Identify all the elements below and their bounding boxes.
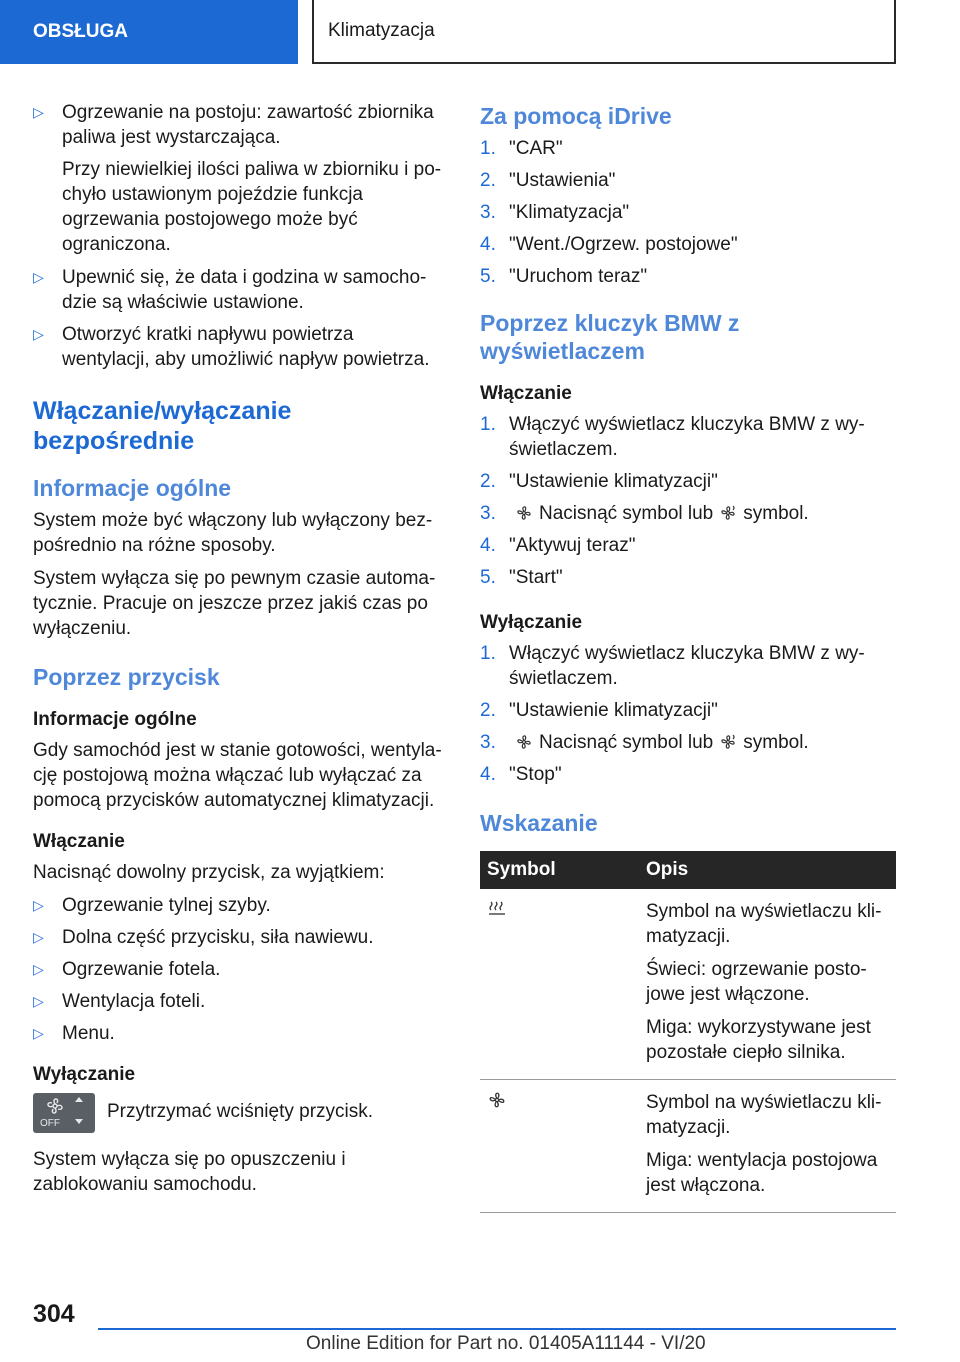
section-tab: OBSŁUGA <box>0 0 298 64</box>
off-text: Przytrzymać wciśnięty przycisk. <box>107 1101 374 1122</box>
fan-off-button-icon <box>33 1093 95 1133</box>
list-item: 4. "Went./Ogrzew. postojowe" <box>480 234 738 255</box>
table-row <box>480 889 896 1080</box>
col-desc-header: Opis <box>639 851 896 889</box>
page-number: 304 <box>33 1300 75 1328</box>
off-instruction <box>33 1093 446 1133</box>
key-on-steps <box>480 412 896 590</box>
left-column <box>33 100 446 1205</box>
fan-icon <box>515 733 533 751</box>
paragraph: Gdy samochód jest w stanie gotowości, wentylację postojową można włączać lub wyłączać za pomocą przycisków automatycznej klimatyzacji. <box>33 740 442 811</box>
triangle-bullet-icon: ▷ <box>33 104 44 120</box>
list-item: 1. Włączyć wyświetlacz kluczyka BMW z wyświetlaczem. <box>480 643 865 689</box>
list-item: ▷ Menu. <box>33 1023 115 1044</box>
footer-divider <box>98 1328 896 1330</box>
heading-idrive: Za pomocą iDrive <box>480 103 672 129</box>
heading-key: Poprzez kluczyk BMW z wyświetlaczem <box>480 310 740 364</box>
list-item: 2. "Ustawienie klimatyzacji" <box>480 471 718 492</box>
list-item: 1. Włączyć wyświetlacz kluczyka BMW z wyświetlaczem. <box>480 414 865 460</box>
edition-note: Online Edition for Part no. 01405A11144 - VI/20 <box>306 1333 706 1354</box>
list-item: ▷ Wentylacja foteli. <box>33 991 206 1012</box>
list-item: 5. "Start" <box>480 567 563 588</box>
list-item: 2. "Ustawienia" <box>480 170 616 191</box>
triangle-bullet-icon: ▷ <box>33 961 44 977</box>
intro-list <box>33 100 446 372</box>
paragraph: System może być włączony lub wyłączony bezpośrednio na różne sposoby. <box>33 510 433 556</box>
triangle-bullet-icon: ▷ <box>33 326 44 342</box>
table-header-row <box>480 851 896 889</box>
fan-icon <box>487 1090 507 1110</box>
list-item: ▷ Upewnić się, że data i godzina w samochodzie są właściwie ustawione. <box>33 267 427 313</box>
heading-button: Poprzez przycisk <box>33 664 220 690</box>
list-item: 3. Nacisnąć symbol lub symbol. <box>480 732 809 753</box>
fan-heat-icon <box>719 733 737 751</box>
key-off-steps <box>480 641 896 787</box>
list-item: ▷ Otworzyć kratki napływu powietrza wentylacji, aby umożliwić napływ powietrza. <box>33 324 430 370</box>
triangle-bullet-icon: ▷ <box>33 269 44 285</box>
desc-line: Miga: wykorzystywane jest pozostałe ciepło silnika. <box>646 1017 871 1063</box>
list-item: 1. "CAR" <box>480 138 563 159</box>
heading-indicator: Wskazanie <box>480 810 598 836</box>
right-column <box>480 100 896 1213</box>
triangle-bullet-icon: ▷ <box>33 897 44 913</box>
desc-line: Symbol na wyświetlaczu klimatyzacji. <box>646 901 882 947</box>
symbol-table <box>480 851 896 1213</box>
list-item: ▷ Ogrzewanie tylnej szyby. <box>33 895 271 916</box>
heading-off: Wyłączanie <box>33 1064 136 1085</box>
desc-line: Symbol na wyświetlaczu klimatyzacji. <box>646 1092 882 1138</box>
triangle-bullet-icon: ▷ <box>33 929 44 945</box>
paragraph: System wyłącza się po pewnym czasie automatycznie. Pracuje on jeszcze przez jakiś czas po wyłączeniu. <box>33 568 436 639</box>
fan-icon <box>515 504 533 522</box>
list-item-note: Przy niewielkiej ilości paliwa w zbiorniku i pochyło ustawionym pojeździe funkcja ogrzewania postojowego może być ograniczona. <box>62 159 442 255</box>
heading-button-general: Informacje ogólne <box>33 709 197 730</box>
exception-list <box>33 893 446 1046</box>
desc-line: Świeci: ogrzewanie postojowe jest włączone. <box>646 959 867 1005</box>
list-item: 4. "Aktywuj teraz" <box>480 535 636 556</box>
col-symbol-header: Symbol <box>480 851 639 889</box>
desc-line: Miga: wentylacja postojowa jest włączona. <box>646 1150 878 1196</box>
heading-direct: Włączanie/wyłączanie bezpośrednie <box>33 397 292 455</box>
heading-on: Włączanie <box>33 831 125 852</box>
triangle-bullet-icon: ▷ <box>33 993 44 1009</box>
list-item: 5. "Uruchom teraz" <box>480 266 648 287</box>
list-item: 3. Nacisnąć symbol lub symbol. <box>480 503 809 524</box>
off-label: OFF <box>40 1118 60 1129</box>
paragraph: System wyłącza się po opuszczeniu i zablokowaniu samochodu. <box>33 1149 346 1195</box>
idrive-steps <box>480 136 896 289</box>
list-item: 3. "Klimatyzacja" <box>480 202 630 223</box>
heading-general: Informacje ogólne <box>33 475 232 501</box>
fan-heat-icon <box>719 504 737 522</box>
list-item: ▷ Dolna część przycisku, siła nawiewu. <box>33 927 374 948</box>
paragraph: Nacisnąć dowolny przycisk, za wyjątkiem: <box>33 862 385 883</box>
heading-key-on: Włączanie <box>480 383 572 404</box>
list-item: ▷ Ogrzewanie fotela. <box>33 959 221 980</box>
heat-icon <box>487 899 507 919</box>
triangle-bullet-icon: ▷ <box>33 1025 44 1041</box>
chapter-title: Klimatyzacja <box>312 0 896 64</box>
heading-key-off: Wyłączanie <box>480 612 583 633</box>
list-item: 2. "Ustawienie klimatyzacji" <box>480 700 718 721</box>
table-row <box>480 1080 896 1213</box>
list-item: 4. "Stop" <box>480 764 562 785</box>
list-item: ▷ Ogrzewanie na postoju: zawartość zbiornika paliwa jest wystarczająca. Przy niewielkiej ilości paliwa w zbiorniku i pochyło ustawionym pojeździe funkcja ogrzewania postojowego może być ograniczona. <box>33 100 446 257</box>
